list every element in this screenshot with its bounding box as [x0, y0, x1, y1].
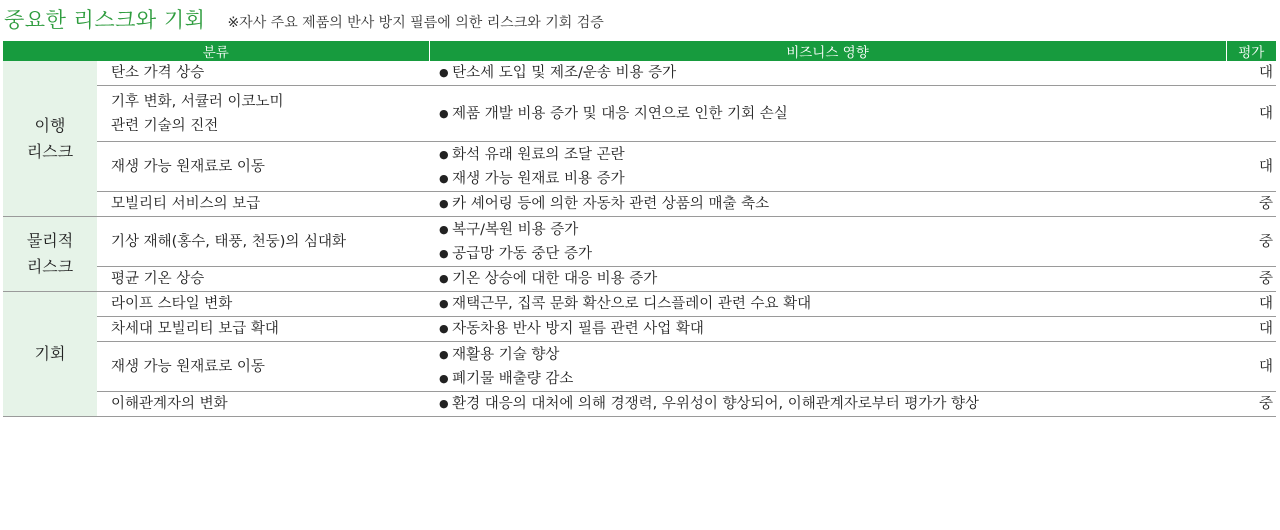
impact-cell [429, 86, 1226, 142]
impact-cell [429, 192, 1226, 217]
impact-bullet: ● 공급망 가동 중단 증가 [439, 242, 1226, 266]
impact-bullet: ● 카 셰어링 등에 의한 자동차 관련 상품의 매출 축소 [439, 192, 1226, 216]
table-row [3, 342, 1276, 392]
table-row [3, 292, 1276, 317]
item-name-cell [97, 142, 429, 192]
category-label: 물리적 [26, 231, 74, 250]
table-row [3, 142, 1276, 192]
category-label: 기회 [34, 344, 66, 363]
rating-cell: 중 [1226, 392, 1276, 417]
rating-cell: 대 [1226, 342, 1276, 392]
item-name: 탄소 가격 상승 [111, 65, 205, 81]
impact-bullet: ● 복구/복원 비용 증가 [439, 218, 1226, 242]
item-name-cell [97, 192, 429, 217]
table-row [3, 217, 1276, 267]
item-name-cell [97, 267, 429, 292]
item-name-cell [97, 292, 429, 317]
item-name: 모빌리티 서비스의 보급 [111, 196, 261, 212]
rating-cell: 대 [1226, 292, 1276, 317]
category-cell [3, 61, 97, 217]
category-label: 리스크 [26, 257, 74, 276]
item-name-cell [97, 86, 429, 142]
impact-cell [429, 392, 1226, 417]
item-name: 차세대 모빌리티 보급 확대 [111, 321, 279, 337]
impact-cell [429, 142, 1226, 192]
table-row [3, 61, 1276, 86]
impact-bullet: ● 재생 가능 원재료 비용 증가 [439, 167, 1226, 191]
table-row [3, 317, 1276, 342]
rating-cell: 중 [1226, 192, 1276, 217]
table-row [3, 267, 1276, 292]
impact-cell [429, 292, 1226, 317]
impact-cell [429, 267, 1226, 292]
item-name-cell [97, 392, 429, 417]
rating-cell: 중 [1226, 217, 1276, 267]
table-row [3, 392, 1276, 417]
item-name-cell [97, 61, 429, 86]
header-impact: 비즈니스 영향 [429, 41, 1226, 61]
item-name: 라이프 스타일 변화 [111, 296, 233, 312]
item-name: 평균 기온 상승 [111, 271, 205, 287]
item-name-cell [97, 342, 429, 392]
impact-bullet: ● 환경 대응의 대처에 의해 경쟁력, 우위성이 향상되어, 이해관계자로부터 평가가 향상 [439, 392, 1226, 416]
item-name-cell [97, 217, 429, 267]
item-name: 이해관계자의 변화 [111, 396, 228, 412]
impact-bullet: ● 기온 상승에 대한 대응 비용 증가 [439, 267, 1226, 291]
impact-cell [429, 61, 1226, 86]
rating-cell: 중 [1226, 267, 1276, 292]
impact-bullet: ● 폐기물 배출량 감소 [439, 367, 1226, 391]
item-name: 관련 기술의 진전 [111, 117, 219, 134]
category-label: 리스크 [26, 141, 74, 161]
risk-opportunity-table [3, 41, 1276, 417]
title-row [4, 4, 604, 38]
page-subtitle: ※자사 주요 제품의 반사 방지 필름에 의한 리스크와 기회 검증 [227, 15, 604, 31]
impact-bullet: ● 화석 유래 원료의 조달 곤란 [439, 143, 1226, 167]
page-title: 중요한 리스크와 기회 [4, 8, 206, 32]
category-cell [3, 217, 97, 292]
impact-cell [429, 317, 1226, 342]
impact-cell [429, 217, 1226, 267]
impact-bullet: ● 재활용 기술 향상 [439, 343, 1226, 367]
rating-cell: 대 [1226, 86, 1276, 142]
category-label: 이행 [34, 115, 66, 135]
item-name: 기상 재해(홍수, 태풍, 천둥)의 심대화 [111, 233, 347, 250]
header-rating: 평가 [1226, 41, 1276, 61]
header-category: 분류 [3, 41, 429, 61]
rating-cell: 대 [1226, 142, 1276, 192]
table-body [3, 61, 1276, 417]
impact-cell [429, 342, 1226, 392]
table-header-row [3, 41, 1276, 61]
table-row [3, 86, 1276, 142]
item-name: 기후 변화, 서큘러 이코노미 [111, 93, 284, 110]
rating-cell: 대 [1226, 61, 1276, 86]
rating-cell: 대 [1226, 317, 1276, 342]
impact-bullet: ● 탄소세 도입 및 제조/운송 비용 증가 [439, 61, 1226, 85]
impact-bullet: ● 재택근무, 집콕 문화 확산으로 디스플레이 관련 수요 확대 [439, 292, 1226, 316]
impact-bullet: ● 자동차용 반사 방지 필름 관련 사업 확대 [439, 317, 1226, 341]
impact-bullet: ● 제품 개발 비용 증가 및 대응 지연으로 인한 기회 손실 [439, 102, 1226, 126]
table-row [3, 192, 1276, 217]
category-cell [3, 292, 97, 417]
item-name: 재생 가능 원재료로 이동 [111, 158, 265, 175]
item-name: 재생 가능 원재료로 이동 [111, 358, 265, 375]
item-name-cell [97, 317, 429, 342]
